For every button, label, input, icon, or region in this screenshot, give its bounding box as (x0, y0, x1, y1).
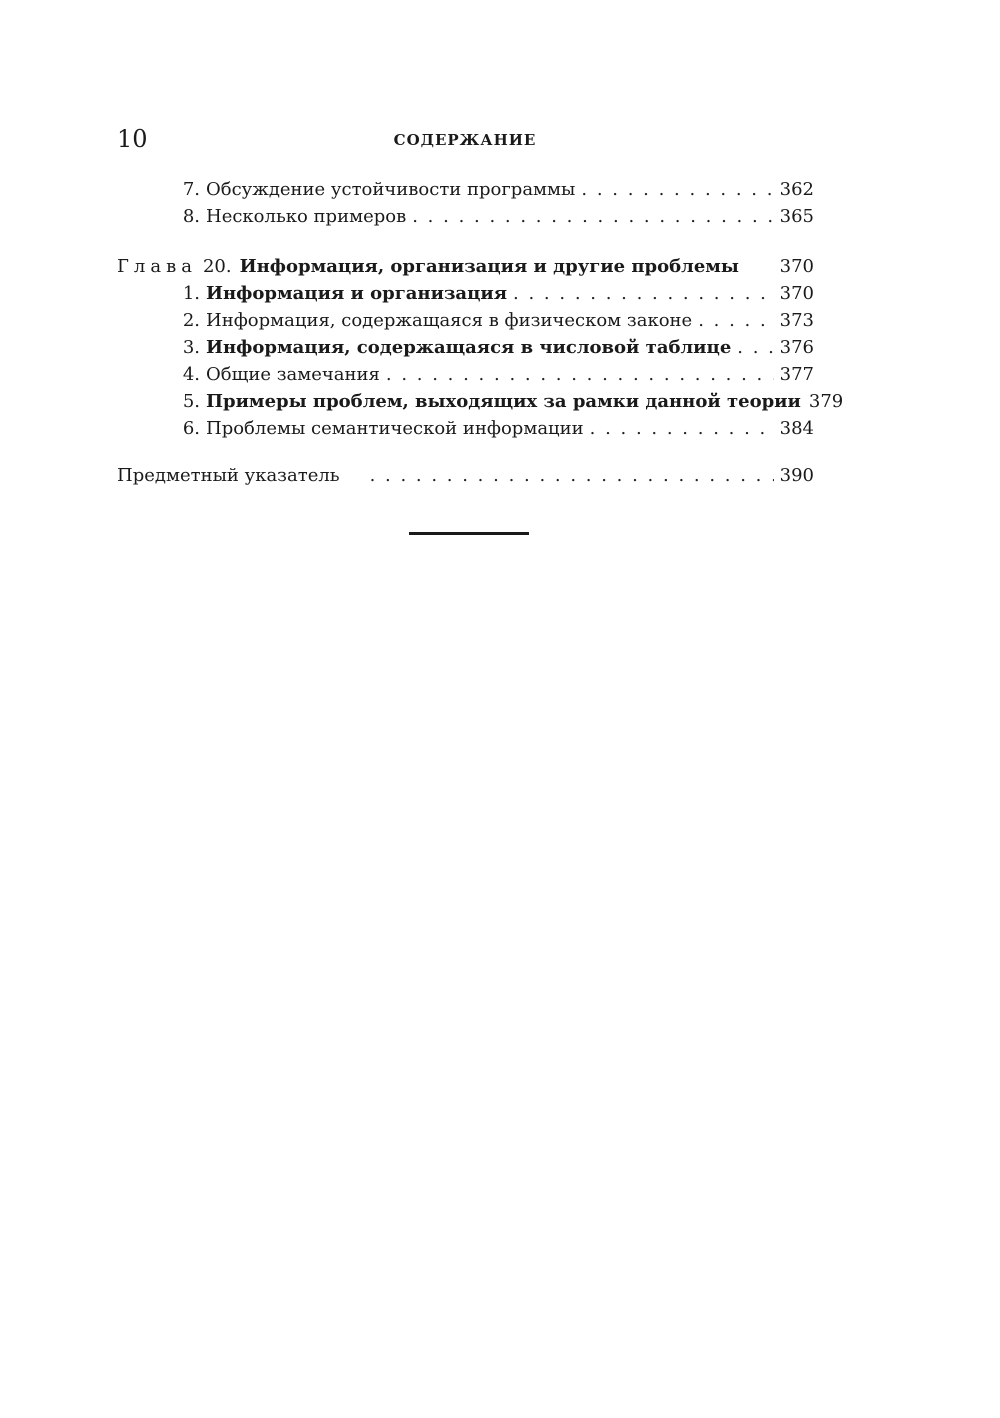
toc-entry[interactable] (117, 361, 814, 388)
closing-rule (409, 532, 529, 535)
toc-entry[interactable] (117, 388, 844, 415)
toc-entry[interactable] (117, 203, 814, 230)
section-number: 8. (182, 206, 200, 227)
page-ref: 377 (779, 364, 814, 385)
page-ref: 376 (779, 337, 814, 358)
page-ref: 373 (779, 310, 814, 331)
toc-entry[interactable] (117, 307, 814, 334)
section-title: Информация, содержащаяся в физическом законе (206, 310, 693, 331)
section-title: Общие замечания (206, 364, 380, 385)
toc-entry[interactable] (117, 334, 814, 361)
section-title: Информация, содержащаяся в числовой таблице (206, 337, 732, 358)
chapter-title: Информация, организация и другие проблемы (239, 256, 739, 277)
dot-leader (412, 203, 773, 230)
dot-leader (370, 462, 774, 489)
toc-entry[interactable] (117, 176, 814, 203)
section-title: Проблемы семантической информации (206, 418, 584, 439)
section-title: Несколько примеров (206, 206, 407, 227)
page-ref: 362 (779, 179, 814, 200)
section-number: 4. (182, 364, 200, 385)
toc-entry[interactable] (117, 415, 814, 442)
section-title: Обсуждение устойчивости программы (206, 179, 576, 200)
section-title: Информация и организация (206, 283, 508, 304)
dot-leader (737, 334, 773, 361)
dot-leader (581, 176, 773, 203)
page-ref: 384 (779, 418, 814, 439)
page-ref: 365 (779, 206, 814, 227)
table-of-contents (117, 176, 844, 489)
section-number: 7. (182, 179, 200, 200)
page-number: 10 (117, 125, 148, 153)
page-ref: 379 (808, 391, 844, 412)
dot-leader (590, 415, 774, 442)
page-ref: 390 (779, 465, 814, 486)
index-title: Предметный указатель (117, 465, 340, 486)
section-title: Примеры проблем, выходящих за рамки данной теории (206, 391, 801, 412)
section-number: 2. (182, 310, 200, 331)
dot-leader (698, 307, 773, 334)
section-number: 5. (182, 391, 200, 412)
chapter-word: Глава (117, 256, 197, 277)
dot-leader (386, 361, 774, 388)
chapter-number: 20. (202, 256, 232, 277)
toc-index-entry[interactable] (117, 462, 814, 489)
running-head: СОДЕРЖАНИЕ (393, 131, 537, 149)
page-ref: 370 (779, 283, 814, 304)
page-ref: 370 (779, 256, 814, 277)
section-number: 3. (182, 337, 200, 358)
dot-leader (513, 280, 774, 307)
toc-chapter-entry[interactable] (117, 253, 814, 280)
section-number: 1. (182, 283, 200, 304)
section-number: 6. (182, 418, 200, 439)
toc-entry[interactable] (117, 280, 814, 307)
